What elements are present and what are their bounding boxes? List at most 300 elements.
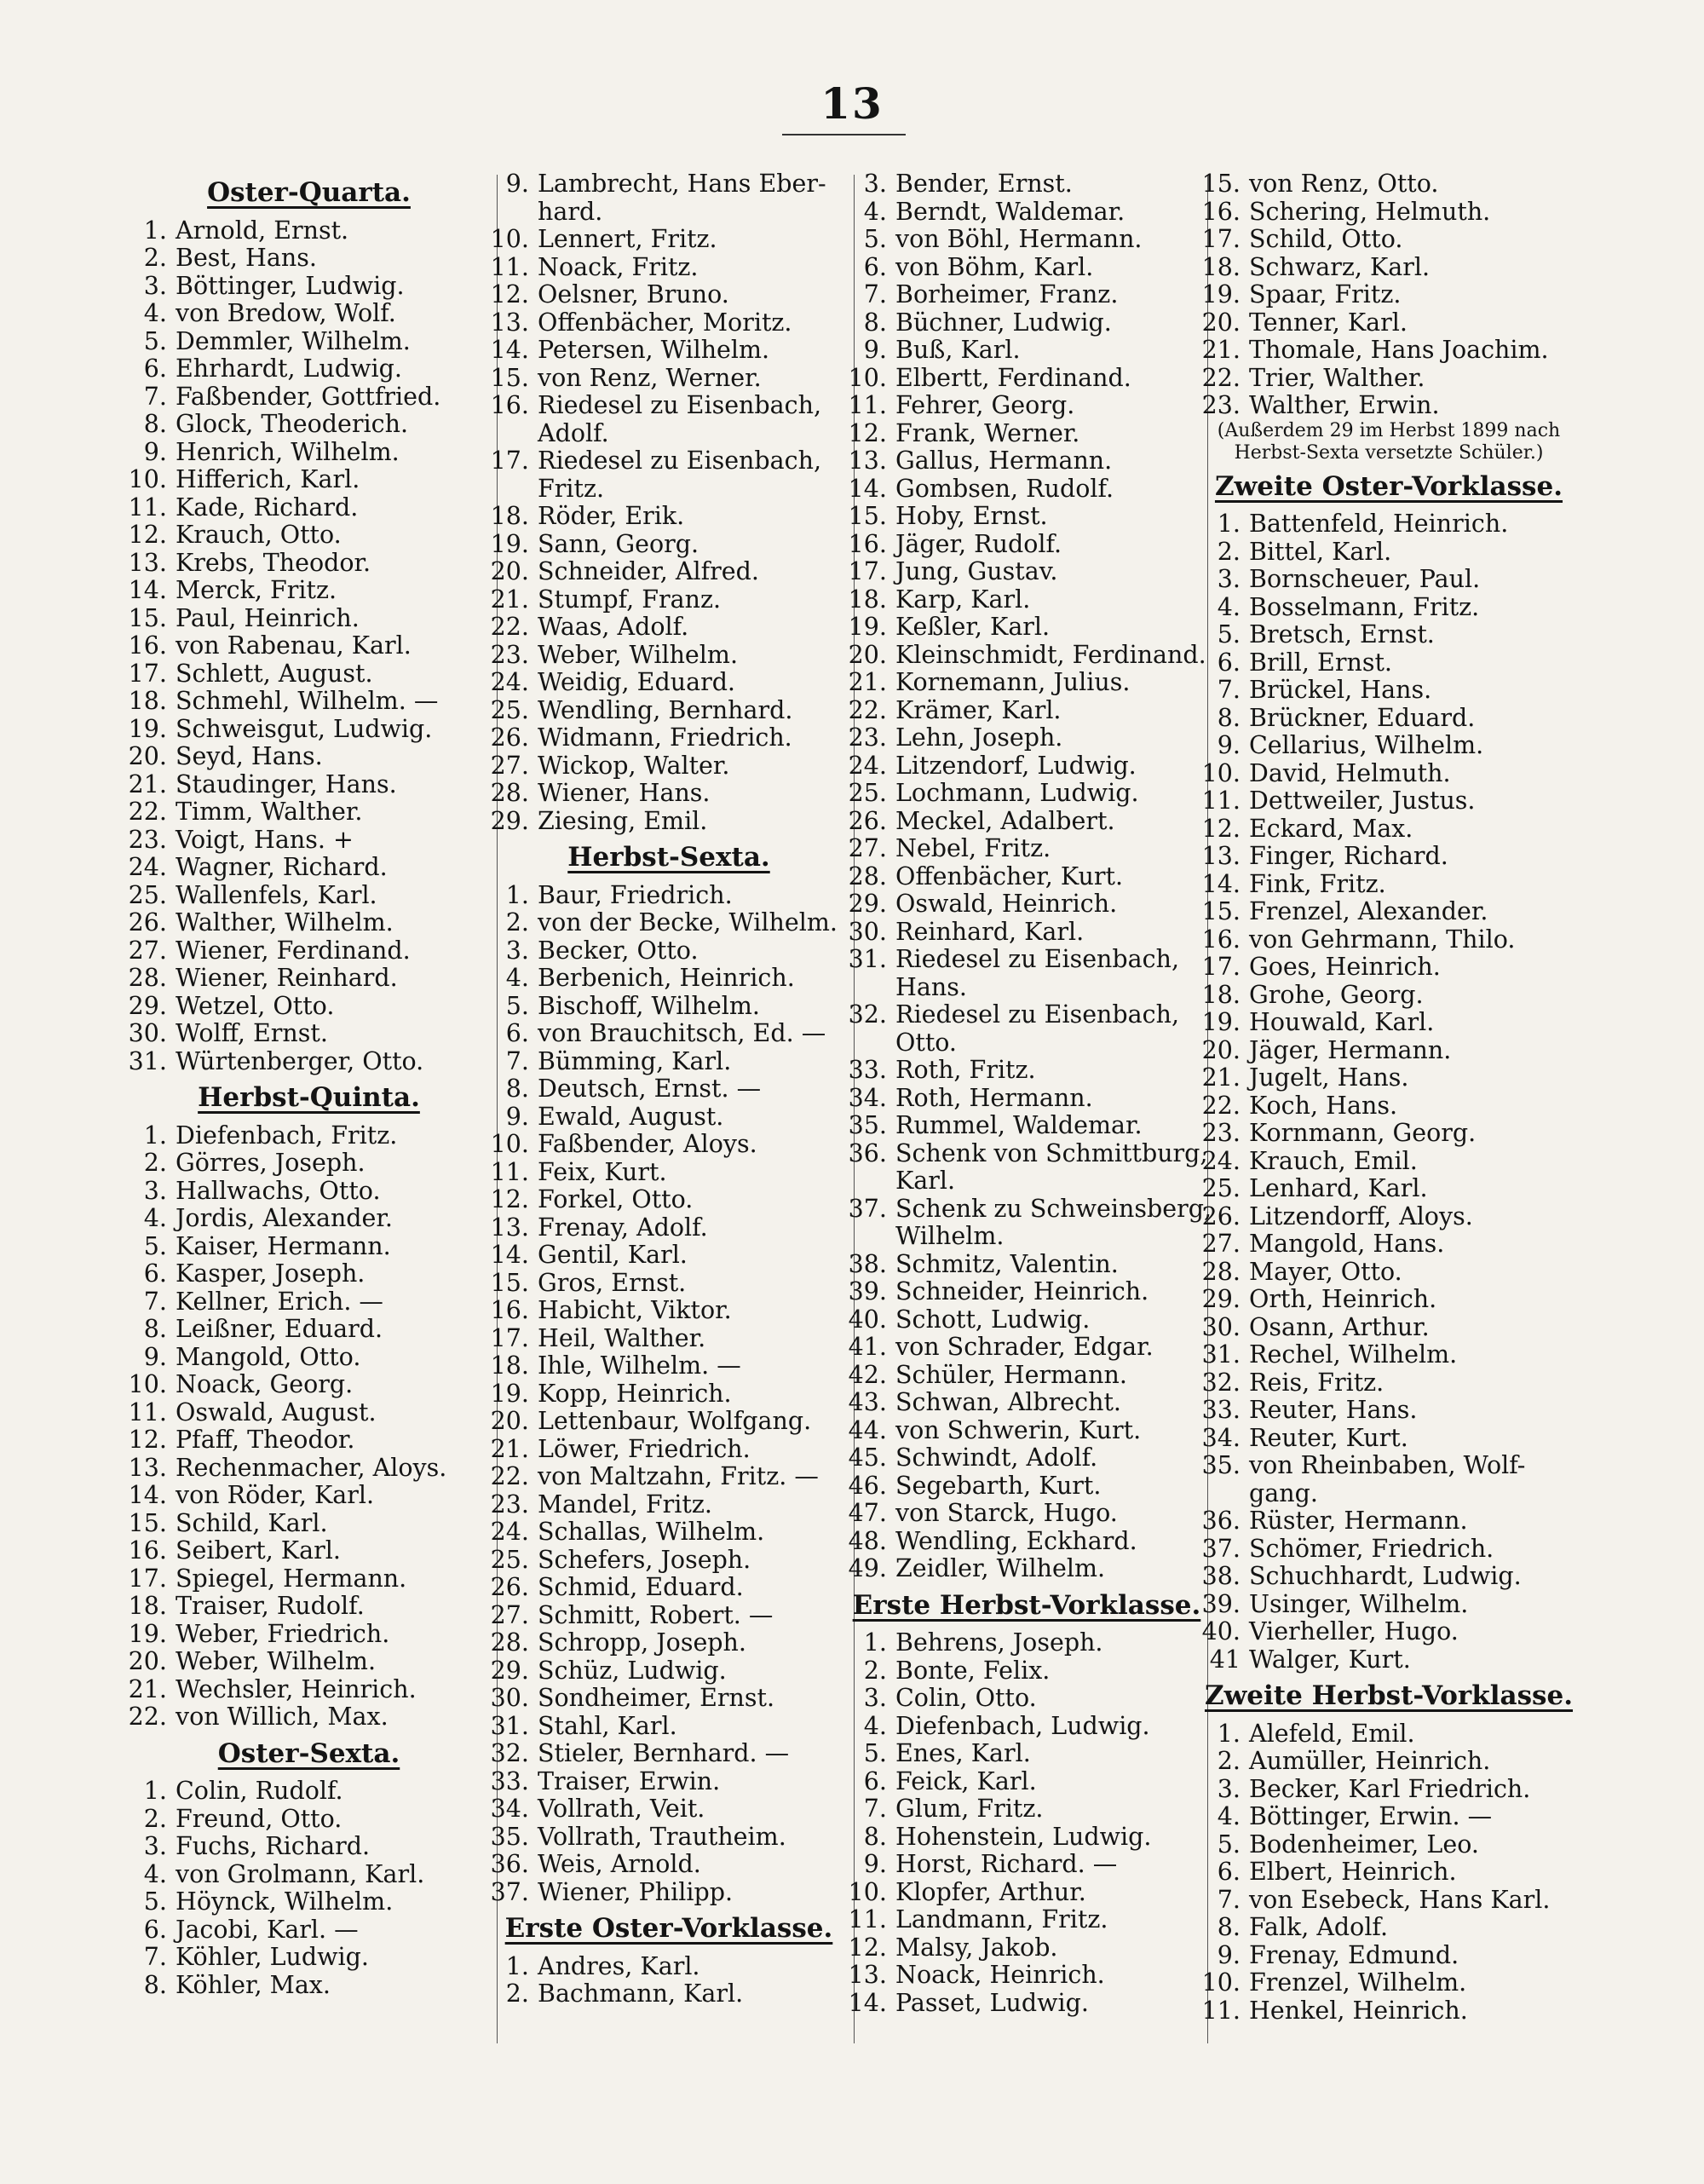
list-item — [1201, 1969, 1576, 1997]
item-number: 22. — [1201, 363, 1241, 392]
item-number: 31. — [848, 945, 887, 973]
student-name: Riedesel zu Eisenbach, — [538, 391, 822, 419]
item-number: 6. — [143, 354, 167, 383]
student-name: Weis, Arnold. — [538, 1850, 701, 1878]
item-number: 21. — [1201, 336, 1241, 364]
page-number-rule — [782, 134, 906, 135]
student-name: Riedesel zu Eisenbach, — [895, 1000, 1180, 1029]
item-number: 9. — [863, 1850, 887, 1878]
list-item — [128, 660, 490, 689]
list-item — [490, 1159, 848, 1187]
student-name: Krebs, Theodor. — [176, 548, 371, 577]
item-number: 5. — [1217, 1830, 1241, 1858]
item-number: 5. — [863, 225, 887, 253]
student-name: Frenzel, Wilhelm. — [1249, 1968, 1467, 1997]
item-number: 3. — [1217, 565, 1241, 593]
item-number: 32. — [1201, 1368, 1241, 1397]
item-number: 2. — [505, 1979, 529, 2008]
item-number: 5. — [143, 1231, 167, 1260]
student-name: Faßbender, Gottfried. — [176, 382, 441, 411]
student-name: Würtenberger, Otto. — [176, 1046, 424, 1075]
list-item — [1201, 1942, 1576, 1970]
list-item — [490, 882, 848, 910]
list-item — [848, 1906, 1206, 1934]
item-number: 40. — [848, 1305, 887, 1334]
student-name: Elbert, Heinrich. — [1249, 1858, 1457, 1886]
student-name: Enes, Karl. — [895, 1739, 1031, 1767]
item-number: 26. — [128, 908, 167, 936]
student-name: Kornemann, Julius. — [895, 668, 1131, 696]
item-number: 15. — [1201, 170, 1241, 198]
item-number: 3. — [505, 936, 529, 965]
list-item — [490, 965, 848, 993]
item-number: 27. — [848, 834, 887, 862]
list-item — [1201, 199, 1576, 227]
item-number: 19. — [490, 1379, 529, 1408]
item-number: 22. — [128, 798, 167, 826]
student-name: Ewald, August. — [538, 1102, 724, 1131]
item-number: 29. — [490, 806, 529, 835]
item-number: 11. — [490, 1157, 529, 1186]
list-item — [128, 965, 490, 993]
item-number: 3. — [143, 271, 167, 300]
student-name: Passet, Ludwig. — [895, 1988, 1089, 2017]
student-name: Lettenbaur, Wolfgang. — [538, 1407, 812, 1435]
item-number: 18. — [128, 1592, 167, 1620]
list-item — [1201, 871, 1576, 899]
student-name: Falk, Adolf. — [1249, 1913, 1389, 1941]
list-item — [1201, 677, 1576, 705]
student-name: von Brauchitsch, Ed. — — [538, 1019, 826, 1047]
item-number: 21. — [490, 585, 529, 614]
list-item — [490, 724, 848, 752]
item-number: 29. — [490, 1656, 529, 1685]
student-name: Reuter, Hans. — [1249, 1396, 1418, 1424]
student-name: Schild, Otto. — [1249, 225, 1403, 253]
student-name: Oswald, Heinrich. — [895, 890, 1118, 918]
student-name: Aumüller, Heinrich. — [1249, 1747, 1491, 1775]
student-name: Berbenich, Heinrich. — [538, 964, 795, 992]
student-name: Roth, Fritz. — [895, 1056, 1036, 1084]
student-name: Schefers, Joseph. — [538, 1545, 751, 1574]
list-item — [490, 1768, 848, 1796]
list-item — [128, 1260, 490, 1288]
list-item — [1201, 1175, 1576, 1203]
item-number: 11. — [848, 1905, 887, 1933]
item-number: 7. — [863, 280, 887, 308]
item-number: 17. — [1201, 225, 1241, 253]
list-item — [848, 669, 1206, 697]
student-name: Buß, Karl. — [895, 336, 1021, 364]
item-number: 24. — [1201, 1146, 1241, 1175]
item-number: 9. — [863, 336, 887, 364]
item-number: 3. — [1217, 1774, 1241, 1803]
item-number: 10. — [490, 225, 529, 253]
item-number: 5. — [863, 1739, 887, 1767]
student-name: Böttinger, Erwin. — — [1249, 1802, 1493, 1830]
student-name: Röder, Erik. — [538, 502, 685, 530]
list-item — [128, 827, 490, 855]
item-number: 48. — [848, 1526, 887, 1555]
item-number: 26. — [490, 1573, 529, 1601]
item-number: 17. — [848, 557, 887, 585]
item-number: 10. — [128, 465, 167, 493]
item-number: 13. — [490, 1213, 529, 1242]
item-number: 21. — [1201, 1063, 1241, 1092]
item-number: 23. — [128, 825, 167, 854]
item-number: 14. — [1201, 869, 1241, 898]
list-item — [128, 854, 490, 882]
student-name: Jäger, Hermann. — [1249, 1035, 1452, 1064]
student-name: Weber, Friedrich. — [176, 1619, 390, 1648]
student-name: Bachmann, Karl. — [538, 1979, 744, 2008]
list-item — [848, 1851, 1206, 1879]
item-number: 27. — [1201, 1230, 1241, 1258]
item-number: 30. — [490, 1684, 529, 1712]
list-item — [848, 1001, 1206, 1029]
student-name: Schneider, Heinrich. — [895, 1277, 1149, 1305]
item-number: 30. — [848, 917, 887, 946]
student-name: Petersen, Wilhelm. — [538, 336, 770, 364]
item-number: 25. — [848, 779, 887, 807]
item-number: 20. — [1201, 308, 1241, 337]
student-name: Best, Hans. — [176, 244, 317, 272]
page-number: 13 — [820, 78, 884, 129]
list-item — [128, 909, 490, 937]
student-name: Weber, Wilhelm. — [538, 640, 738, 669]
student-name: Habicht, Viktor. — [538, 1296, 732, 1324]
item-number: 19. — [1201, 280, 1241, 308]
item-number: 47. — [848, 1499, 887, 1527]
list-item — [128, 1972, 490, 2000]
student-name: von Röder, Karl. — [176, 1481, 375, 1509]
student-name: Baur, Friedrich. — [538, 880, 733, 909]
list-item — [490, 1685, 848, 1713]
item-number: 37. — [1201, 1534, 1241, 1563]
item-number: 10. — [128, 1370, 167, 1398]
list-item — [1201, 1591, 1576, 1619]
list-item — [490, 503, 848, 531]
student-name: Höynck, Wilhelm. — [176, 1887, 394, 1916]
student-name: Sann, Georg. — [538, 529, 699, 558]
list-item — [128, 217, 490, 245]
item-number: 12. — [1201, 814, 1241, 843]
student-name: von Renz, Werner. — [538, 363, 762, 392]
list-item — [848, 1879, 1206, 1907]
student-name: Heil, Walther. — [538, 1323, 706, 1352]
list-item — [848, 226, 1206, 254]
list-item — [1201, 1748, 1576, 1776]
item-number: 34. — [1201, 1423, 1241, 1452]
item-number: 8. — [143, 1970, 167, 1999]
list-item — [128, 1178, 490, 1206]
list-item — [128, 688, 490, 716]
item-number: 13. — [848, 447, 887, 475]
list-item — [128, 1593, 490, 1621]
list-item — [848, 1140, 1206, 1168]
list-item — [490, 447, 848, 475]
list-item — [848, 1472, 1206, 1501]
student-name: Paul, Heinrich. — [176, 603, 360, 632]
list-item — [490, 642, 848, 670]
list-item — [1201, 566, 1576, 594]
item-number: 43. — [848, 1388, 887, 1416]
item-number: 45. — [848, 1444, 887, 1472]
name-continuation: Otto. — [895, 1028, 957, 1057]
student-name: von Böhm, Karl. — [895, 252, 1094, 281]
student-name: Rechel, Wilhelm. — [1249, 1340, 1458, 1369]
student-name: Schuchhardt, Ludwig. — [1249, 1562, 1522, 1590]
item-number: 41. — [848, 1333, 887, 1361]
list-item — [128, 1888, 490, 1916]
list-item — [490, 1075, 848, 1104]
list-item — [490, 1602, 848, 1630]
student-name: von Grolmann, Karl. — [176, 1859, 425, 1888]
student-name: Tenner, Karl. — [1249, 308, 1408, 337]
student-name: Henrich, Wilhelm. — [176, 437, 400, 466]
item-number: 3. — [863, 1684, 887, 1712]
list-item — [490, 586, 848, 614]
student-name: Staudinger, Hans. — [176, 769, 397, 798]
item-number: 15. — [490, 1268, 529, 1297]
student-name: Grohe, Georg. — [1249, 980, 1424, 1009]
list-item — [848, 1306, 1206, 1334]
list-item — [1201, 1120, 1576, 1148]
item-number: 1. — [1217, 1719, 1241, 1748]
student-name: Bender, Ernst. — [895, 170, 1073, 198]
list-item — [1201, 1803, 1576, 1831]
student-name: Schild, Karl. — [176, 1508, 328, 1537]
student-name: Schwarz, Karl. — [1249, 252, 1431, 281]
list-item — [848, 1444, 1206, 1472]
list-item — [848, 1934, 1206, 1962]
list-item — [1201, 649, 1576, 677]
list-item — [490, 752, 848, 781]
list-item — [1201, 1563, 1576, 1591]
item-number: 9. — [143, 437, 167, 466]
item-number: 29. — [128, 991, 167, 1020]
list-item — [1201, 1452, 1576, 1480]
student-name: Reuter, Kurt. — [1249, 1423, 1408, 1452]
student-name: Mayer, Otto. — [1249, 1257, 1402, 1286]
item-number: 9. — [1217, 1940, 1241, 1969]
item-number: 28. — [490, 1628, 529, 1657]
student-name: Gentil, Karl. — [538, 1241, 688, 1269]
list-item — [490, 1270, 848, 1298]
student-name: Lambrecht, Hans Eber- — [538, 170, 826, 198]
list-item — [490, 1436, 848, 1464]
item-number: 12. — [490, 1185, 529, 1213]
student-name: Noack, Georg. — [176, 1370, 354, 1398]
list-item — [490, 1879, 848, 1907]
student-name: Böttinger, Ludwig. — [176, 271, 405, 300]
student-name: Koch, Hans. — [1249, 1091, 1398, 1120]
student-name: Ihle, Wilhelm. — — [538, 1351, 741, 1380]
list-item — [128, 1020, 490, 1048]
item-number: 8. — [505, 1075, 529, 1103]
name-continuation: Karl. — [895, 1167, 956, 1195]
item-number: 12. — [848, 1933, 887, 1962]
list-item — [490, 1104, 848, 1132]
list-item — [848, 1112, 1206, 1140]
student-name: David, Helmuth. — [1249, 758, 1451, 787]
item-number: 22. — [848, 695, 887, 724]
list-item — [128, 328, 490, 356]
student-name: Meckel, Adalbert. — [895, 806, 1115, 835]
section-heading: Herbst-Sexta. — [567, 842, 770, 873]
item-number: 8. — [1217, 1913, 1241, 1941]
item-number: 10. — [1201, 758, 1241, 787]
list-item — [490, 1713, 848, 1741]
list-item — [1201, 1831, 1576, 1859]
list-item — [490, 309, 848, 337]
section-heading: Oster-Quarta. — [207, 177, 411, 208]
student-name: Mangold, Otto. — [176, 1342, 361, 1371]
item-number: 30. — [1201, 1312, 1241, 1341]
student-name: Berndt, Waldemar. — [895, 197, 1125, 226]
student-name: Fink, Fritz. — [1249, 869, 1386, 898]
student-name: Schenk von Schmittburg, — [895, 1138, 1208, 1167]
item-number: 23. — [848, 723, 887, 752]
student-name: Feix, Kurt. — [538, 1157, 667, 1186]
item-number: 4. — [1217, 1802, 1241, 1830]
list-item — [128, 1621, 490, 1649]
list-item — [1201, 843, 1576, 871]
item-number: 4. — [143, 1859, 167, 1888]
item-number: 12. — [128, 1426, 167, 1454]
student-name: Stieler, Bernhard. — — [538, 1739, 790, 1767]
item-number: 13. — [490, 308, 529, 337]
list-item — [1201, 392, 1576, 420]
list-item — [128, 1482, 490, 1510]
student-name: Pfaff, Theodor. — [176, 1426, 355, 1454]
list-item — [490, 1380, 848, 1409]
item-number: 5. — [143, 1887, 167, 1916]
student-name: Finger, Richard. — [1249, 842, 1448, 870]
item-number: 4. — [863, 1711, 887, 1740]
list-item — [490, 1131, 848, 1159]
name-continuation: Wilhelm. — [895, 1222, 1005, 1250]
item-number: 16. — [128, 631, 167, 660]
list-item — [128, 771, 490, 799]
item-number: 5. — [143, 326, 167, 355]
item-number: 14. — [490, 1241, 529, 1269]
student-name: Lehn, Joseph. — [895, 723, 1063, 752]
student-name: Wiener, Reinhard. — [176, 964, 398, 992]
student-name: Kopp, Heinrich. — [538, 1379, 732, 1408]
list-item — [490, 697, 848, 725]
list-item — [848, 946, 1206, 974]
student-name: Wagner, Richard. — [176, 853, 388, 881]
item-number: 7. — [1217, 1885, 1241, 1914]
student-name: Fehrer, Georg. — [895, 391, 1075, 419]
student-name: Büchner, Ludwig. — [895, 308, 1112, 337]
student-name: Riedesel zu Eisenbach, — [895, 945, 1180, 973]
student-name: von Willich, Max. — [176, 1703, 389, 1731]
list-item — [848, 890, 1206, 919]
list-item — [848, 1990, 1206, 2018]
item-number: 17. — [490, 447, 529, 475]
footnote: (Außerdem 29 im Herbst 1899 nach Herbst-Sexta versetzte Schüler.) — [1217, 419, 1561, 464]
list-item — [1201, 760, 1576, 788]
student-name: Walther, Erwin. — [1249, 391, 1440, 419]
list-item — [490, 1953, 848, 1981]
list-item — [848, 808, 1206, 836]
student-name: Wendling, Eckhard. — [895, 1526, 1137, 1555]
item-number: 11. — [848, 391, 887, 419]
list-item — [848, 447, 1206, 475]
student-name: Brückner, Eduard. — [1249, 703, 1476, 732]
list-item — [490, 1629, 848, 1657]
item-number: 8. — [863, 1822, 887, 1851]
list-item — [128, 466, 490, 494]
item-number: 35. — [490, 1822, 529, 1851]
student-name: Dettweiler, Justus. — [1249, 787, 1476, 815]
item-number: 8. — [863, 308, 887, 337]
item-number: 2. — [1217, 1747, 1241, 1775]
list-item — [848, 1389, 1206, 1417]
student-name: von Esebeck, Hans Karl. — [1249, 1885, 1551, 1914]
student-name: Eckard, Max. — [1249, 814, 1413, 843]
item-number: 20. — [128, 1647, 167, 1675]
name-continuation: Hans. — [895, 972, 967, 1001]
list-item — [490, 226, 848, 254]
list-item — [1201, 309, 1576, 337]
student-name: Köhler, Max. — [176, 1970, 331, 1999]
item-number: 2. — [863, 1656, 887, 1685]
list-item — [848, 1417, 1206, 1445]
item-number: 38. — [848, 1249, 887, 1278]
list-item — [848, 1278, 1206, 1306]
list-item — [128, 1048, 490, 1076]
list-item — [490, 281, 848, 309]
student-name: Rummel, Waldemar. — [895, 1111, 1143, 1139]
item-number: 17. — [128, 1564, 167, 1593]
item-number: 31. — [1201, 1340, 1241, 1369]
student-name: Fuchs, Richard. — [176, 1832, 370, 1860]
list-item — [848, 1555, 1206, 1583]
item-number: 10. — [1201, 1968, 1241, 1997]
student-name: von Gehrmann, Thilo. — [1249, 925, 1516, 954]
student-name: Diefenbach, Ludwig. — [895, 1711, 1150, 1740]
list-item — [490, 1980, 848, 2008]
item-number: 25. — [1201, 1174, 1241, 1202]
student-name: Klopfer, Arthur. — [895, 1877, 1086, 1906]
column-4 — [1201, 170, 1576, 2025]
student-name: Zeidler, Wilhelm. — [895, 1554, 1106, 1582]
list-item — [1201, 787, 1576, 815]
item-number: 26. — [490, 723, 529, 752]
student-name: Rüster, Hermann. — [1249, 1507, 1468, 1535]
student-name: Elbertt, Ferdinand. — [895, 363, 1131, 392]
item-number: 12. — [128, 521, 167, 549]
list-item — [1201, 1341, 1576, 1369]
student-name: Osann, Arthur. — [1249, 1312, 1430, 1341]
student-name: Schneider, Alfred. — [538, 557, 759, 585]
list-item — [128, 1233, 490, 1261]
list-item — [848, 531, 1206, 559]
list-item — [848, 1824, 1206, 1852]
item-number: 14. — [490, 336, 529, 364]
item-number: 13. — [848, 1961, 887, 1989]
student-name: Traiser, Erwin. — [538, 1766, 721, 1795]
list-item — [848, 170, 1206, 199]
list-item — [1201, 1507, 1576, 1536]
student-name: Leißner, Eduard. — [176, 1315, 383, 1343]
list-item — [490, 993, 848, 1021]
item-number: 28. — [128, 964, 167, 992]
student-name: Schmid, Eduard. — [538, 1573, 744, 1601]
